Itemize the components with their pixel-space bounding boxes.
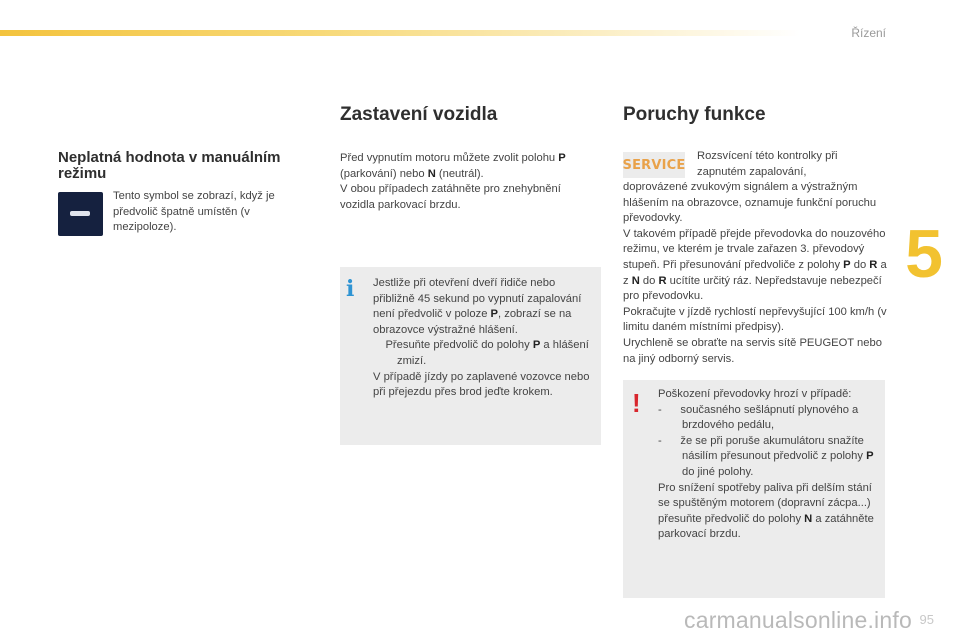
page-number: 95 [919,612,934,627]
info-icon: i [346,276,355,302]
service-warning-icon: SERVICE [623,152,685,178]
invalid-value-heading: Neplatná hodnota v manuálním režimu [58,149,281,182]
warning-item-1: - současného sešlápnutí plynového a brzdového pedálu, [658,403,859,432]
malfunction-text: doprovázené zvukovým signálem a výstražným hlášením na obrazovce, oznamuje funkční poruchu převodovky. V takovém případě přejde převodovka do nouzového režimu, ve kterém je trvale zařazen 3. převodový stupeň. Při přesunování předvoliče z polohy P do R a z N do R ucítíte určitý ráz. Nepředstavuje nebezpečí pro převodovku. Pokračujte v jízdě rychlostí nepřevyšující 100 km/h (v limitu daném místními předpisy). Urychleně se obraťte na servis sítě PEUGEOT nebo na jiný odborný servis. [623,181,887,365]
malfunction-heading: Poruchy funkce [623,104,766,125]
warning-exclamation-icon: ! [632,388,641,418]
watermark: carmanualsonline.info [684,607,912,633]
warning-item-2: - že se při poruše akumulátoru snažíte násilím přesunout předvolič z polohy P do jiné polohy. [658,434,874,478]
warning-text: Poškození převodovky hrozí v případě: - současného sešlápnutí plynového a brzdového pedálu, - že se při poruše akumulátoru snažíte násilím přesunout předvolič z polohy P do jiné polohy. Pro snížení spotřeby paliva při delším stání se spuštěným motorem (dopravní zácpa...) přesuňte předvolič do polohy N a zatáhněte parkovací brzdu. [658,387,880,543]
service-lead-text: Rozsvícení této kontrolky při zapnutém zapalování, [697,150,838,178]
chapter-number: 5 [905,216,943,292]
stopping-vehicle-heading: Zastavení vozidla [340,104,498,125]
section-title: Řízení [851,26,886,40]
invalid-position-symbol-icon [58,192,103,236]
info-bullet: Přesuňte předvolič do polohy P a hlášení zmizí. [385,339,589,367]
stopping-text-1: Před vypnutím motoru můžete zvolit polohu P (parkování) nebo N (neutrál). V obou případech zatáhněte pro znehybnění vozidla parkovací brzdu. [340,152,566,211]
info-text: Jestliže při otevření dveří řidiče nebo přibližně 45 sekund po vypnutí zapalování není předvolič v poloze P, zobrazí se na obrazovce výstražné hlášení. Přesuňte předvolič do polohy P a hlášení zmizí. V případě jízdy po zaplavené vozovce nebo při přejezdu přes brod jeďte krokem. [373,276,593,401]
header-accent-bar [0,30,800,36]
invalid-value-text: Tento symbol se zobrazí, když je předvolič špatně umístěn (v mezipoloze). [113,190,275,234]
